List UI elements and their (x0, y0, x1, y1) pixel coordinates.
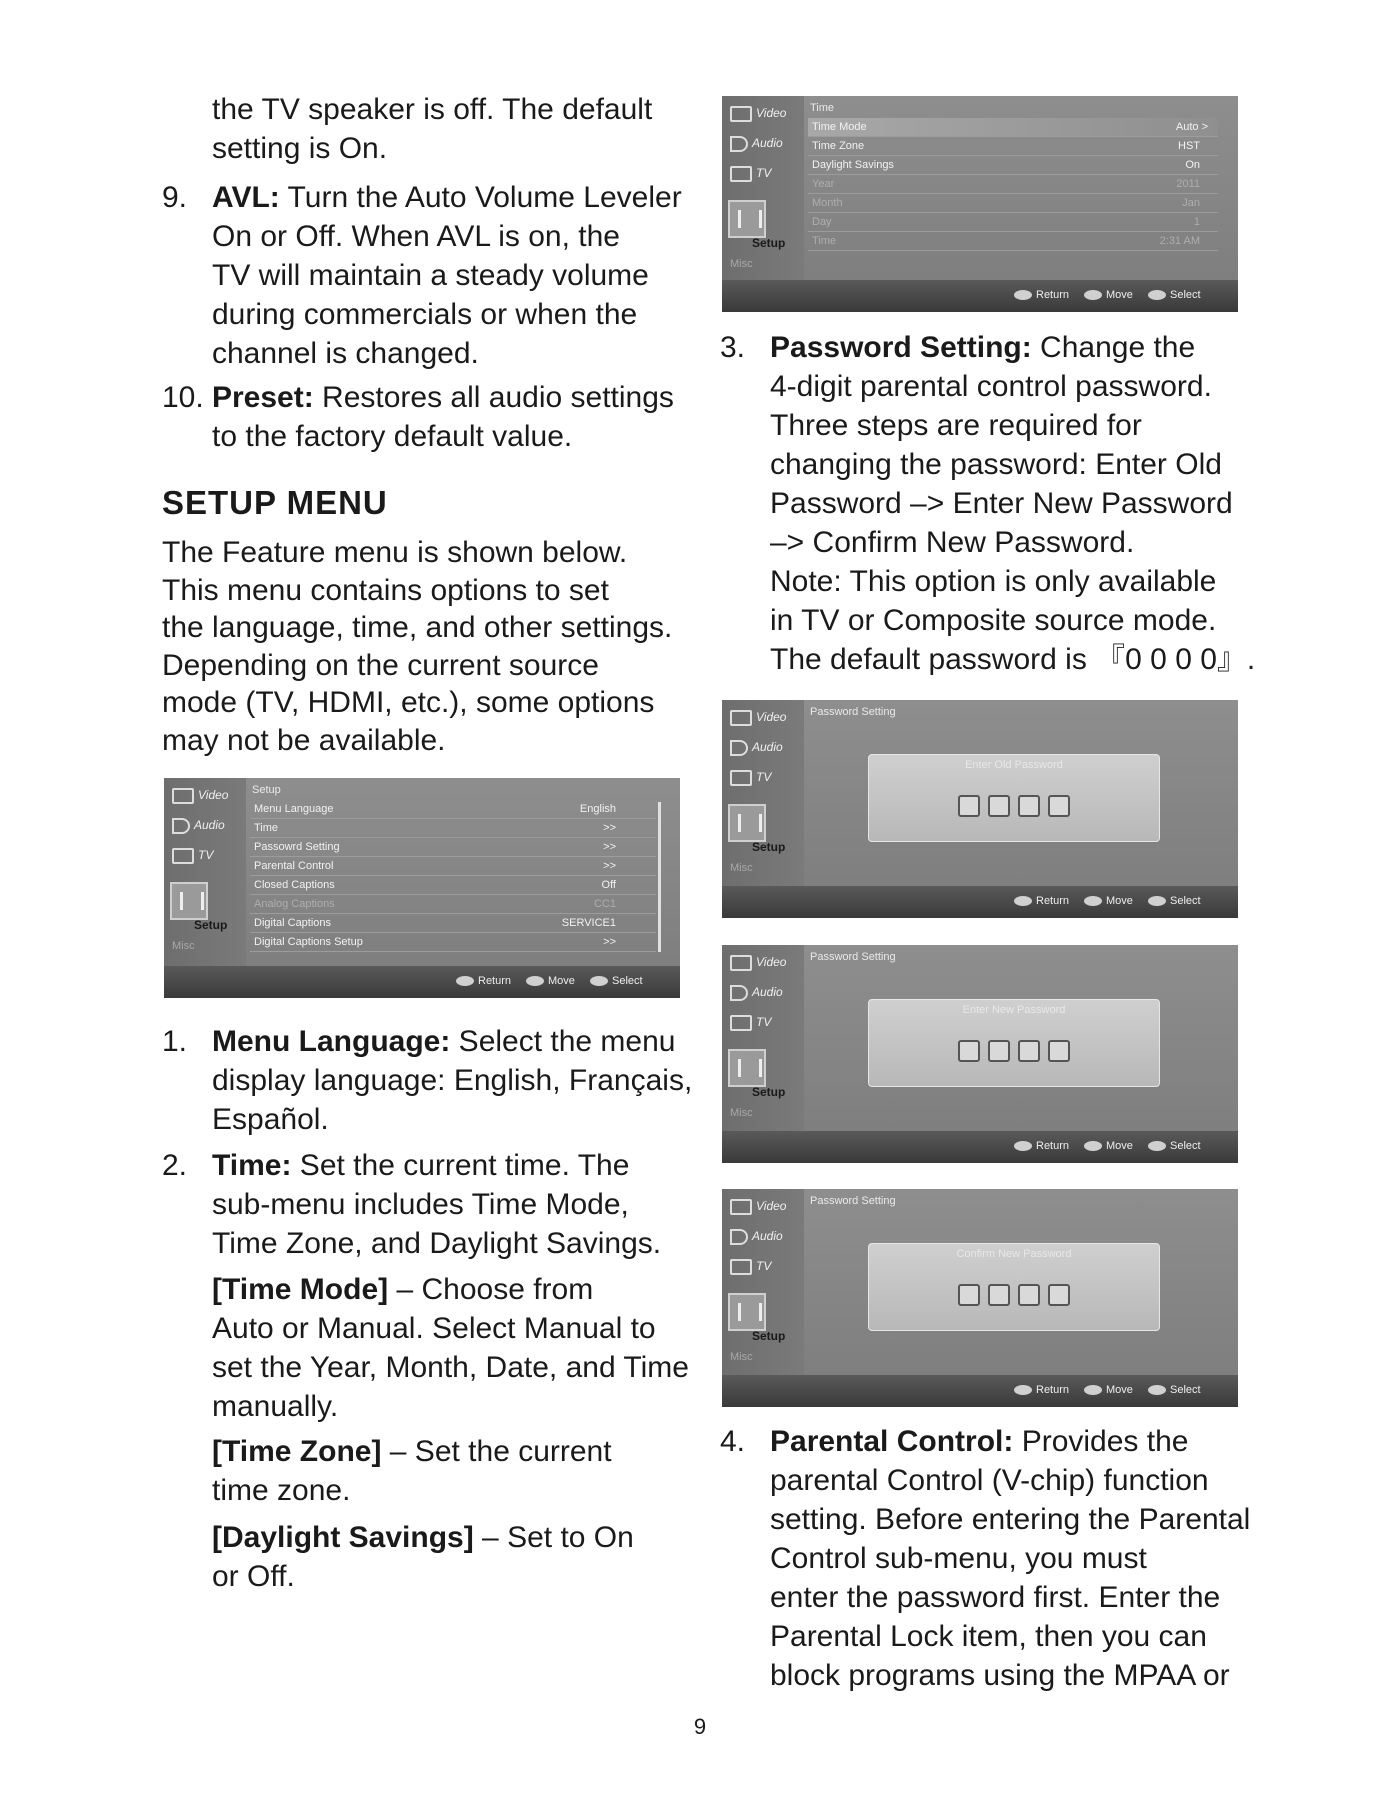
item-label: Preset: (212, 381, 314, 414)
select-icon (1148, 1141, 1166, 1151)
text-line: Time Zone, and Daylight Savings. (212, 1227, 662, 1260)
text-line: Control sub-menu, you must (770, 1542, 1147, 1575)
menu-row: Digital Captions Setup >> (250, 933, 656, 952)
list-item-avl (162, 178, 702, 378)
text-line: parental Control (V-chip) function (770, 1464, 1209, 1497)
setup-icon (728, 1293, 766, 1331)
daylight-savings-desc (212, 1518, 634, 1596)
move-icon (1084, 1385, 1102, 1395)
speaker-icon (172, 818, 190, 834)
item-label: Password Setting: (770, 331, 1032, 364)
password-digits[interactable] (869, 795, 1159, 822)
tv-footer: Return Move Select (722, 1131, 1238, 1163)
text-line: may not be available. (162, 723, 446, 757)
tv-icon (172, 848, 194, 864)
setup-icon (170, 882, 208, 920)
item-label: [Time Mode] (212, 1273, 389, 1306)
item-number: 9. (162, 181, 188, 214)
speaker-icon (730, 985, 748, 1001)
tv-icon (730, 1259, 752, 1275)
select-icon (1148, 290, 1166, 300)
sidebar-setup-label: Setup (194, 918, 228, 932)
password-digits[interactable] (869, 1040, 1159, 1067)
text-line: The Feature menu is shown below. (162, 536, 628, 569)
text-line: The default password is 『0 0 0 0』. (770, 643, 1256, 676)
sidebar-audio: Audio (730, 132, 783, 154)
tv-footer: Return Move Select (722, 886, 1238, 918)
password-dialog (868, 754, 1160, 842)
setup-menu-screenshot (164, 778, 680, 998)
menu-row: Daylight Savings On (808, 156, 1218, 175)
return-icon (456, 976, 474, 986)
text-line: Depending on the current source (162, 648, 599, 682)
scrollbar (658, 802, 661, 952)
password-screen-confirm (722, 1189, 1238, 1407)
menu-row: Time Zone HST (808, 137, 1218, 156)
tv-sidebar (164, 778, 246, 966)
tv-icon (730, 1015, 752, 1031)
password-prompt: Enter Old Password (965, 759, 1063, 771)
tv-footer: Return Move Select (164, 966, 680, 998)
password-digits[interactable] (869, 1284, 1159, 1311)
text-line: the language, time, and other settings. (162, 611, 673, 644)
item-label: AVL: (212, 181, 280, 214)
list-item-time (162, 1146, 702, 1266)
section-heading: SETUP MENU (162, 484, 388, 521)
text-line: set the Year, Month, Date, and Time (212, 1351, 689, 1384)
speaker-icon (730, 136, 748, 152)
password-prompt: Confirm New Password (956, 1248, 1072, 1260)
text-line: Restores all audio settings (313, 381, 674, 414)
intro-continuation (212, 90, 652, 168)
menu-title: Password Setting (810, 1195, 896, 1207)
time-menu-screenshot (722, 96, 1238, 312)
text-line: channel is changed. (212, 337, 479, 370)
password-screen-new (722, 945, 1238, 1163)
tv-sidebar: Video Audio TV Setup Misc (722, 700, 804, 886)
setup-icon (728, 200, 766, 238)
tv-sidebar: Video Audio TV Setup Misc (722, 945, 804, 1131)
password-prompt: Enter New Password (962, 1004, 1066, 1016)
sidebar-tv: TV (172, 844, 213, 866)
setup-icon (728, 804, 766, 842)
text-line: the TV speaker is off. The default (212, 93, 653, 126)
item-number: 10. (162, 381, 204, 414)
password-dialog (868, 999, 1160, 1087)
move-icon (1084, 1141, 1102, 1151)
video-icon (730, 1199, 752, 1215)
menu-row: Analog Captions CC1 (250, 895, 656, 914)
text-line: display language: English, Français, (212, 1064, 693, 1097)
text-line: – Set to On (473, 1521, 634, 1554)
move-icon (526, 976, 544, 986)
text-line: during commercials or when the (212, 298, 638, 331)
menu-row: Time >> (250, 819, 656, 838)
list-item-menu-language (162, 1022, 702, 1142)
text-line: –> Confirm New Password. (770, 526, 1135, 559)
text-line: – Set the current (381, 1435, 612, 1468)
menu-row: Passowrd Setting >> (250, 838, 656, 857)
text-line: to the factory default value. (212, 420, 573, 453)
sidebar-misc: Misc (172, 940, 195, 952)
menu-row-selected: Time Mode Auto > (808, 118, 1218, 137)
text-line: 4-digit parental control password. (770, 370, 1212, 403)
text-line: or Off. (212, 1560, 295, 1593)
text-line: setting. Before entering the Parental (770, 1503, 1251, 1536)
sidebar-tv: TV (730, 162, 771, 184)
text-line: Note: This option is only available (770, 565, 1217, 598)
menu-row: Closed Captions Off (250, 876, 656, 895)
menu-title: Setup (252, 784, 281, 796)
tv-footer: Return Move Select (722, 1375, 1238, 1407)
text-line: This menu contains options to set (162, 573, 609, 607)
video-icon (172, 788, 194, 804)
return-icon (1014, 1141, 1032, 1151)
move-icon (1084, 896, 1102, 906)
menu-row: Month Jan (808, 194, 1218, 213)
item-number: 1. (162, 1025, 188, 1058)
speaker-icon (730, 740, 748, 756)
text-line: Español. (212, 1103, 329, 1136)
text-line: in TV or Composite source mode. (770, 604, 1217, 637)
return-icon (1014, 1385, 1032, 1395)
list-item-password-setting (720, 328, 1400, 688)
sidebar-video: Video (730, 102, 786, 124)
text-line: On or Off. When AVL is on, the (212, 220, 620, 253)
time-zone-desc (212, 1432, 612, 1510)
menu-row: Menu Language English (250, 800, 656, 819)
page-number: 9 (693, 1714, 707, 1739)
sidebar-misc: Misc (730, 258, 753, 270)
text-line: changing the password: Enter Old (770, 448, 1222, 481)
list-item-parental-control (720, 1422, 1400, 1702)
item-label: Parental Control: (770, 1425, 1014, 1458)
sidebar-audio: Audio (172, 814, 225, 836)
text-line: – Choose from (388, 1273, 594, 1306)
list-item-preset (162, 378, 702, 458)
tv-icon (730, 166, 752, 182)
menu-row: Year 2011 (808, 175, 1218, 194)
video-icon (730, 710, 752, 726)
text-line: Auto or Manual. Select Manual to (212, 1312, 656, 1345)
menu-row: Time 2:31 AM (808, 232, 1218, 251)
item-label: [Daylight Savings] (212, 1521, 474, 1554)
setup-icon (728, 1049, 766, 1087)
menu-title: Password Setting (810, 706, 896, 718)
video-icon (730, 106, 752, 122)
text-line: Select the menu (450, 1025, 676, 1058)
sidebar-video: Video (172, 784, 228, 806)
setup-intro-paragraph (162, 534, 672, 759)
item-label: [Time Zone] (212, 1435, 382, 1468)
text-line: Password –> Enter New Password (770, 487, 1233, 520)
text-line: sub-menu includes Time Mode, (212, 1188, 629, 1221)
select-icon (1148, 896, 1166, 906)
text-line: Parental Lock item, then you can (770, 1620, 1207, 1653)
menu-row: Day 1 (808, 213, 1218, 232)
text-line: Provides the (1013, 1425, 1189, 1458)
text-line: block programs using the MPAA or (770, 1659, 1230, 1692)
tv-icon (730, 770, 752, 786)
text-line: Turn the Auto Volume Leveler (279, 181, 682, 214)
text-line: enter the password first. Enter the (770, 1581, 1221, 1614)
item-label: Time: (212, 1149, 292, 1182)
move-icon (1084, 290, 1102, 300)
text-line: time zone. (212, 1474, 351, 1507)
item-number: 2. (162, 1149, 188, 1182)
menu-row: Parental Control >> (250, 857, 656, 876)
menu-title: Password Setting (810, 951, 896, 963)
tv-sidebar: Video Audio TV Setup Misc (722, 1189, 804, 1375)
tv-sidebar (722, 96, 804, 280)
item-number: 4. (720, 1425, 746, 1458)
text-line: Set the current time. The (291, 1149, 630, 1182)
select-icon (590, 976, 608, 986)
video-icon (730, 955, 752, 971)
tv-footer: Return Move Select (722, 280, 1238, 312)
item-label: Menu Language: (212, 1025, 451, 1058)
return-icon (1014, 896, 1032, 906)
select-icon (1148, 1385, 1166, 1395)
time-mode-desc (212, 1270, 689, 1426)
text-line: TV will maintain a steady volume (212, 259, 649, 292)
text-line: setting is On. (212, 132, 388, 165)
menu-row: Digital Captions SERVICE1 (250, 914, 656, 933)
text-line: Change the (1031, 331, 1196, 364)
text-line: Three steps are required for (770, 409, 1142, 442)
text-line: manually. (212, 1390, 339, 1423)
password-dialog (868, 1243, 1160, 1331)
sidebar-setup-label: Setup (752, 236, 786, 250)
text-line: mode (TV, HDMI, etc.), some options (162, 686, 655, 719)
password-screen-old (722, 700, 1238, 918)
item-number: 3. (720, 331, 746, 364)
speaker-icon (730, 1229, 748, 1245)
return-icon (1014, 290, 1032, 300)
menu-title: Time (810, 102, 835, 114)
